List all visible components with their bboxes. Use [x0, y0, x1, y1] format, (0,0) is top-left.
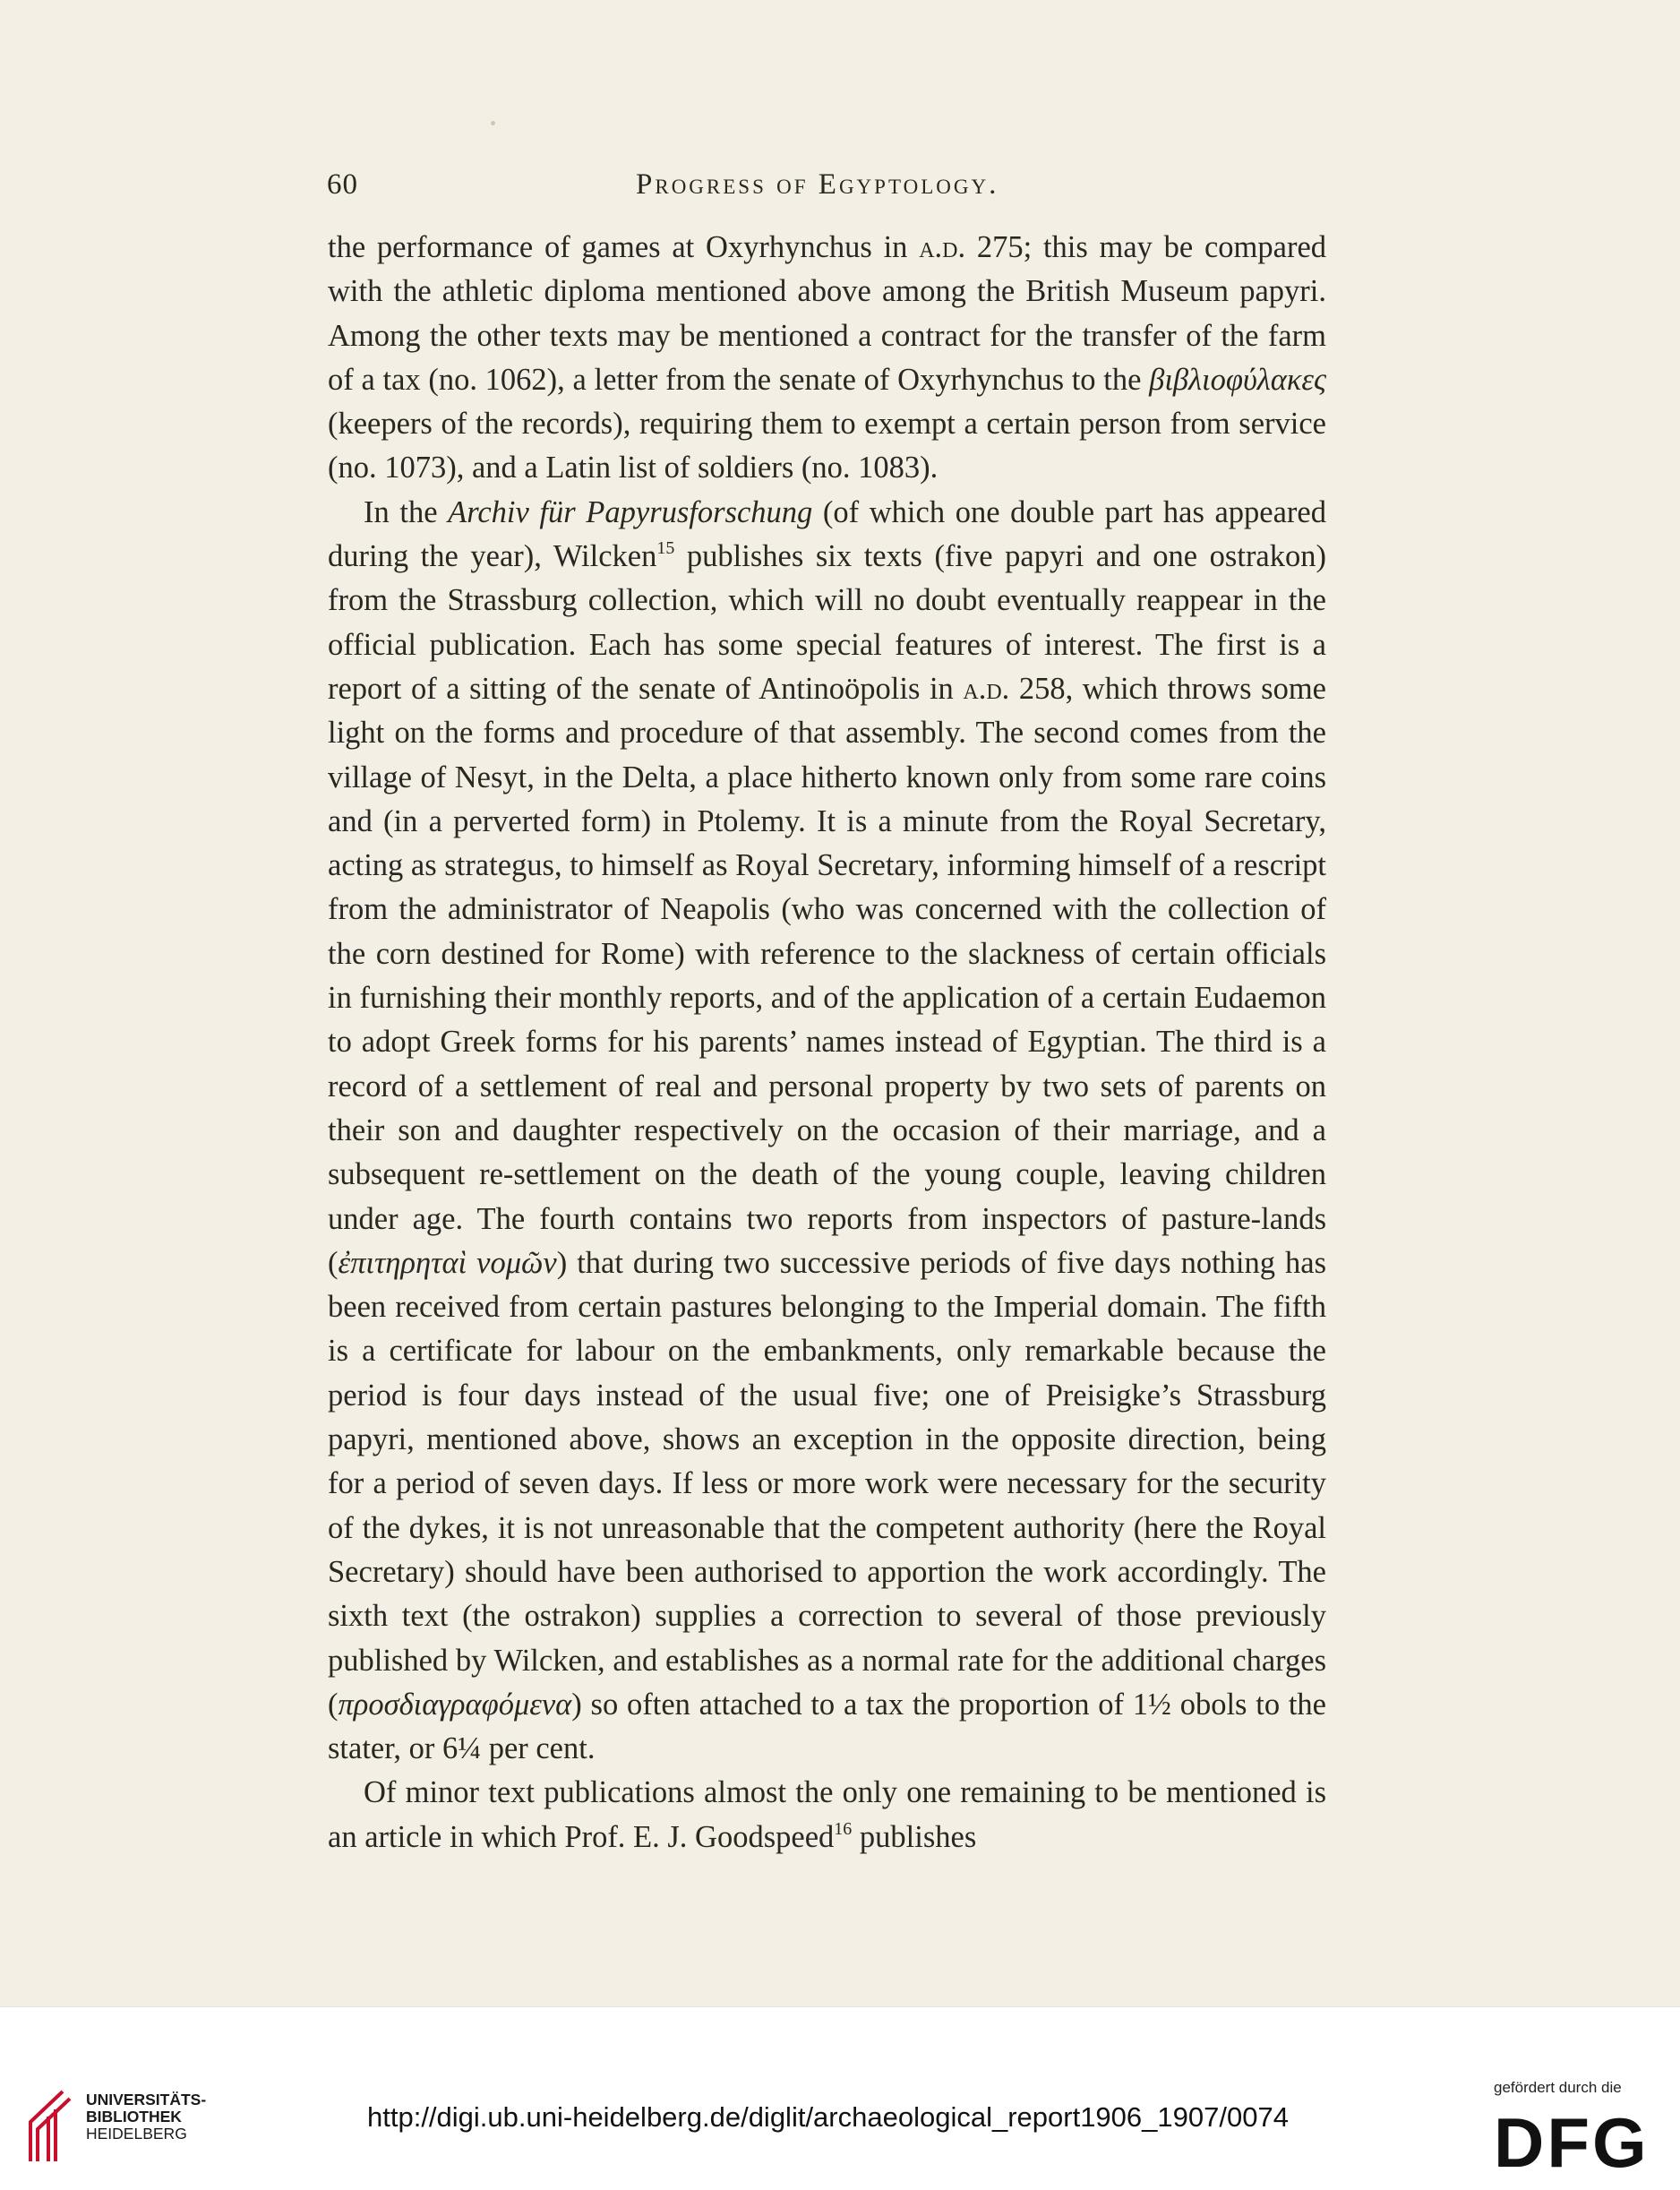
text-run: ) so often attached to a tax the proportion of 1½ obols to the stater, or 6¼ per cent.	[328, 1687, 1326, 1766]
paragraph-1	[328, 226, 1326, 491]
greek-term: ἐπιτηρηταὶ νομῶν	[338, 1245, 557, 1280]
paper-speck	[491, 121, 495, 125]
library-logo-icon	[23, 2086, 77, 2165]
text-run: publishes six texts (five papyri and one ostrakon) from the Strassburg collection, which will no doubt eventually reappear in the official publication. Each has some special features of interest. The first is a report of a sitting of the senate of Antinoöpolis in	[328, 539, 1326, 706]
text-run: (keepers of the records), requiring them to exempt a certain person from service (no. 1073), and a Latin list of soldiers (no. 1083).	[328, 407, 1326, 485]
dfg-logo: DFG	[1494, 2103, 1650, 2182]
era-abbrev: a.d.	[919, 230, 966, 264]
running-header	[327, 159, 1325, 204]
permalink-url[interactable]: http://digi.ub.uni-heidelberg.de/diglit/archaeological_report1906_1907/0074	[367, 2101, 1289, 2133]
digitization-footer	[0, 2006, 1680, 2190]
library-name-line: UNIVERSITÄTS-	[86, 2091, 207, 2108]
text-run: 258, which throws some light on the forms and procedure of that assembly. The second comes from the village of Nesyt, in the Delta, a place hitherto known only from some rare coins and (in a perverted form) in Ptolemy. It is a minute from the Royal Secretary, acting as strategus, to himself as Royal Secretary, informing himself of a rescript from the administrator of Neapolis (who was concerned with the collection of the corn destined for Rome) with reference to the slackness of certain officials in furnishing their monthly reports, and of the application of a certain Eudaemon to adopt Greek forms for his parents’ names instead of Egyptian. The third is a record of a settlement of real and personal property by two sets of parents on their son and daughter respectively on the occasion of their marriage, and a subsequent re-settlement on the death of the young couple, leaving children under age. The fourth contains two reports from inspectors of pasture-lands (	[328, 671, 1326, 1280]
running-title: Progress of Egyptology.	[636, 168, 999, 201]
page-number: 60	[327, 168, 358, 201]
text-run: publishes	[852, 1819, 977, 1854]
text-run: Of minor text publications almost the only one remaining to be mentioned is an article in which Prof. E. J. Goodspeed	[328, 1775, 1326, 1854]
text-run: In the	[364, 494, 449, 529]
text-run: ) that during two successive periods of five days nothing has been received from certain pastures belonging to the Imperial domain. The fifth is a certificate for labour on the embankments, only remarkable because the period is four days instead of the usual five; one of Preisigke’s Strassburg papyri, mentioned above, shows an exception in the opposite direction, being for a period of seven days. If less or more work were necessary for the security of the dykes, it is not unreasonable that the competent authority (here the Royal Secretary) should have been authorised to apportion the work accordingly. The sixth text (the ostrakon) supplies a correction to several of those previously published by Wilcken, and establishes as a normal rate for the additional charges (	[328, 1245, 1326, 1722]
footnote-ref: 15	[656, 538, 675, 559]
body-text	[328, 226, 1326, 1859]
library-name	[86, 2091, 206, 2143]
text-run: the performance of games at Oxyrhynchus in	[328, 230, 920, 264]
greek-term: προσδιαγραφόμενα	[338, 1687, 572, 1722]
paragraph-2	[328, 491, 1326, 1772]
library-name-line: HEIDELBERG	[86, 2125, 187, 2143]
library-name-line: BIBLIOTHEK	[86, 2108, 182, 2126]
footnote-ref: 16	[834, 1818, 853, 1839]
text-run: 275; this may be compared with the athletic diploma mentioned above among the British Museum papyri. Among the other texts may be mentioned a contract for the transfer of the farm of a tax (no. 1062), a letter from the senate of Oxyrhynchus to the	[328, 230, 1327, 397]
greek-term: βιβλιοφύλακες	[1149, 362, 1326, 397]
journal-title: Archiv für Papyrusforschung	[448, 494, 813, 529]
funding-note: gefördert durch die	[1494, 2079, 1622, 2096]
era-abbrev: a.d.	[963, 671, 1010, 706]
paragraph-3	[328, 1771, 1326, 1859]
text-run: (of which one double part has appeared during the year), Wilcken	[328, 494, 1326, 574]
